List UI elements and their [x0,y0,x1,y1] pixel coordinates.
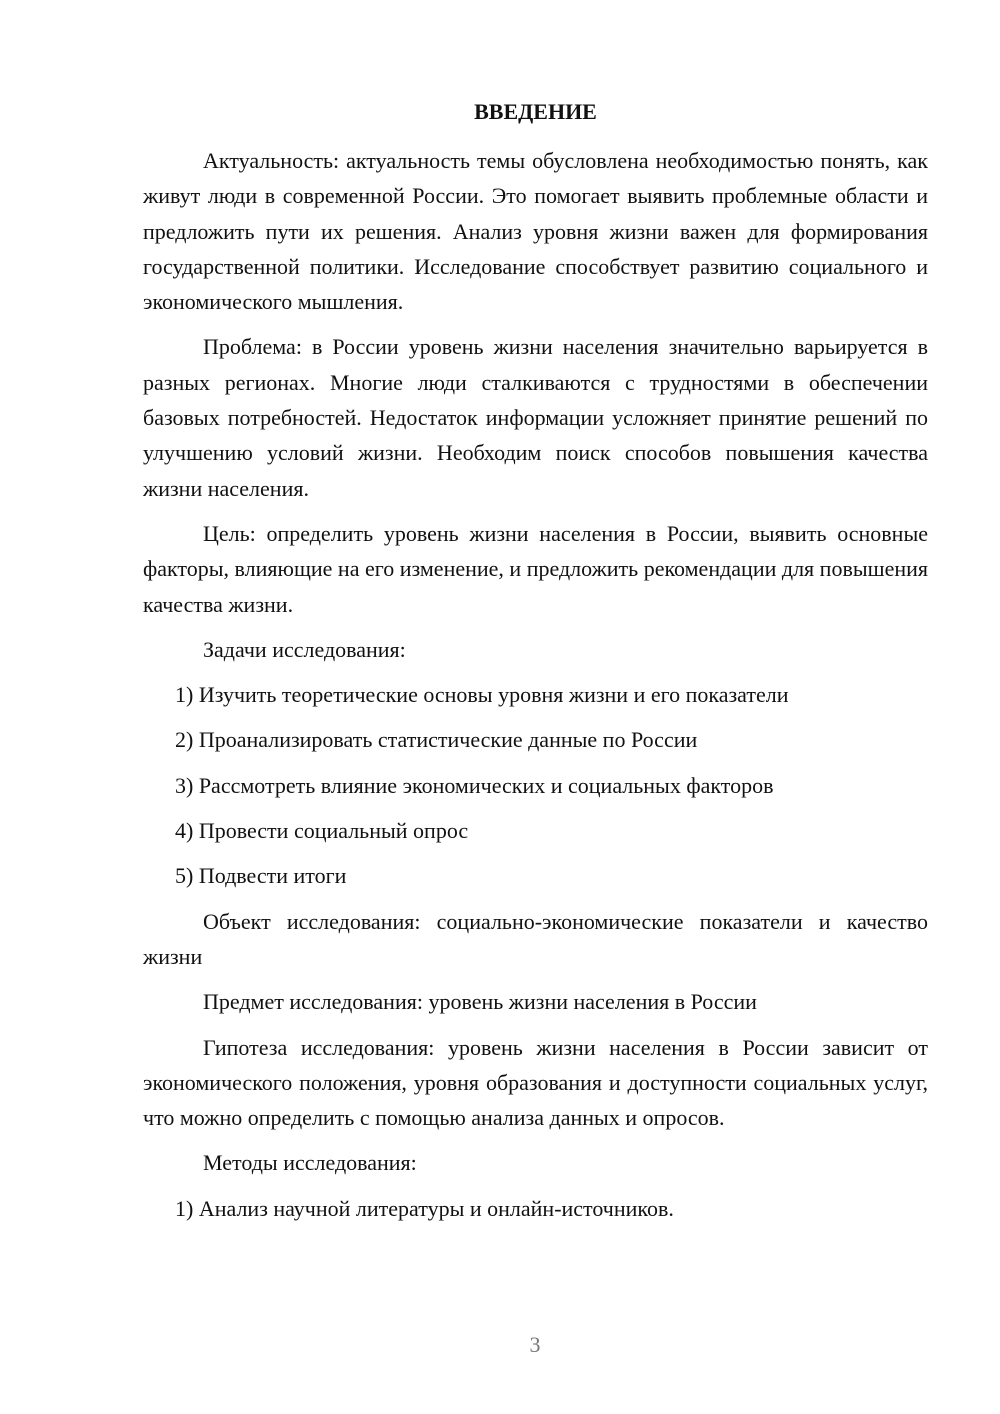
method-item: 1) Анализ научной литературы и онлайн-источников. [175,1195,674,1221]
task-item: 5) Подвести итоги [175,863,347,889]
page-heading: ВВЕДЕНИЕ [474,99,597,124]
goal-paragraph: Цель: определить уровень жизни населения в России, выявить основные факторы, влияющие на его изменение, и предложить рекомендации для повышения качества жизни. [143,520,928,617]
task-item: 2) Проанализировать статистические данные по России [175,727,698,753]
page-number: 3 [529,1332,541,1357]
tasks-title: Задачи исследования: [203,636,406,662]
task-item: 1) Изучить теоретические основы уровня жизни и его показатели [175,682,789,708]
problem-paragraph: Проблема: в России уровень жизни населения значительно варьируется в разных регионах. Многие люди сталкиваются с трудностями в обеспечении базовых потребностей. Недостаток информации усложняет принятие решений по улучшению условий жизни. Необходим поиск способов повышения качества жизни населения. [143,334,928,501]
task-item: 4) Провести социальный опрос [175,818,469,844]
subject-paragraph: Предмет исследования: уровень жизни населения в России [203,989,757,1015]
object-paragraph: Объект исследования: социально-экономические показатели и качество жизни [143,908,928,969]
hypothesis-paragraph: Гипотеза исследования: уровень жизни населения в России зависит от экономического положения, уровня образования и доступности социальных услуг, что можно определить с помощью анализа данных и опросов. [143,1034,928,1131]
page-content [143,94,928,1236]
methods-title: Методы исследования: [203,1150,417,1176]
task-item: 3) Рассмотреть влияние экономических и социальных факторов [175,772,774,798]
relevance-paragraph: Актуальность: актуальность темы обусловлена необходимостью понять, как живут люди в современной России. Это помогает выявить проблемные области и предложить пути их решения. Анализ уровня жизни важен для формирования государственной политики. Исследование способствует развитию социального и экономического мышления. [143,148,928,315]
